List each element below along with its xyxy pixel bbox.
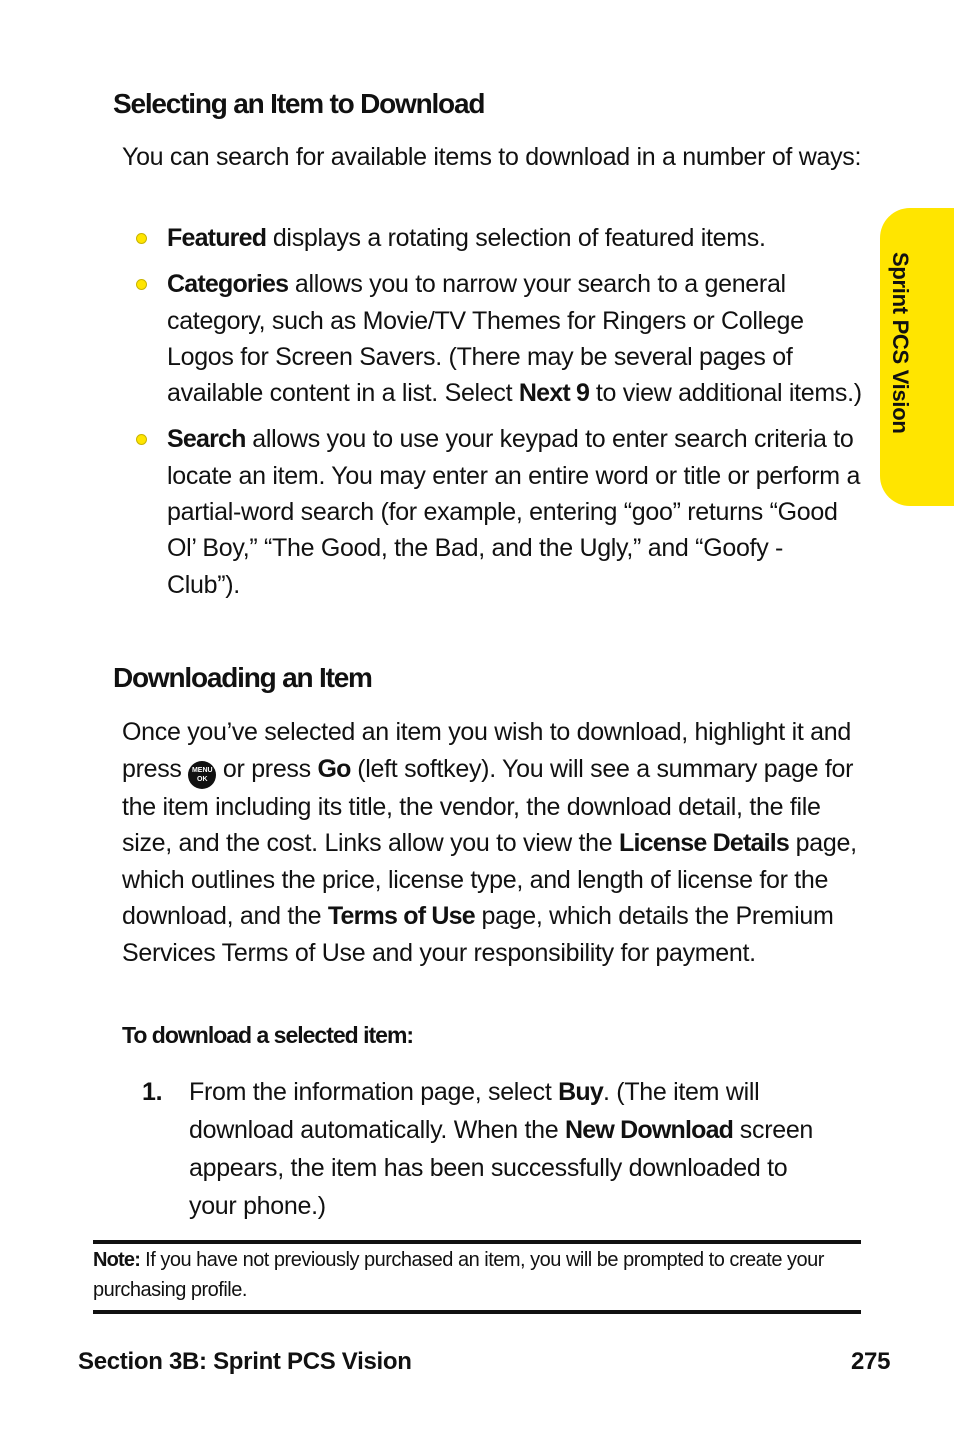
note-top-divider xyxy=(93,1240,861,1244)
term-license-details: License Details xyxy=(618,829,790,857)
heading-downloading-item: Downloading an Item xyxy=(113,662,372,693)
term-buy: Buy xyxy=(558,1078,603,1106)
step-text-2: . (The item will download automatically. When the xyxy=(189,1078,760,1144)
download-text-2: or press xyxy=(216,754,318,783)
download-text-5: page, which details the Premium Services Terms of Use and your responsibility for payment. xyxy=(122,902,834,967)
search-options-list xyxy=(122,220,862,613)
bullet-icon xyxy=(136,233,147,244)
side-tab-label: Sprint PCS Vision xyxy=(888,252,913,434)
step-text-1: From the information page, select xyxy=(189,1078,559,1106)
term-search: Search xyxy=(167,425,246,454)
bullet-icon xyxy=(136,279,147,290)
footer-section-title: Section 3B: Sprint PCS Vision xyxy=(78,1348,412,1375)
bullet-icon xyxy=(136,434,147,445)
page-number: 275 xyxy=(851,1348,891,1375)
heading-selecting-item: Selecting an Item to Download xyxy=(113,88,485,119)
note-bottom-divider xyxy=(93,1310,861,1314)
note-label: Note: xyxy=(93,1249,141,1271)
download-text-3: (left softkey). You will see a summary page for the item including its title, the vendor, the download detail, the file size, and the cost. Links allow you to view the xyxy=(122,754,854,857)
term-go: Go xyxy=(317,754,351,783)
intro-paragraph: You can search for available items to download in a number of ways: xyxy=(122,143,862,171)
term-next-9: Next 9 xyxy=(518,379,590,408)
subheading-to-download: To download a selected item: xyxy=(122,1022,414,1048)
note-box xyxy=(93,1245,861,1305)
list-item-categories xyxy=(122,266,862,411)
step-text xyxy=(189,1073,829,1225)
step-text-3: screen appears, the item has been successfully downloaded to your phone.) xyxy=(189,1116,814,1220)
download-paragraph xyxy=(122,714,862,971)
list-item-featured xyxy=(122,220,862,256)
menu-ok-key-icon: MENU OK xyxy=(188,761,216,789)
term-featured: Featured xyxy=(167,224,267,252)
term-new-download: New Download xyxy=(564,1116,734,1144)
categories-description: allows you to narrow your search to a general category, such as Movie/TV Themes for Ringers or College Logos for Screen Savers. (There may be several pages of available content in a list. Select xyxy=(167,270,804,408)
note-text: If you have not previously purchased an item, you will be prompted to create your purchasing profile. xyxy=(93,1249,824,1301)
download-text-4: page, which outlines the price, license type, and length of license for the download, and the xyxy=(122,829,857,930)
term-terms-of-use: Terms of Use xyxy=(327,902,475,930)
step-number: 1. xyxy=(142,1078,163,1106)
list-item-search xyxy=(122,421,862,602)
term-categories: Categories xyxy=(167,270,289,299)
download-text-1: Once you’ve selected an item you wish to download, highlight it and press xyxy=(122,718,851,783)
featured-description: displays a rotating selection of featured items. xyxy=(266,224,766,252)
search-description: allows you to use your keypad to enter search criteria to locate an item. You may enter an entire word or title or perform a partial-word search (for example, entering “goo” returns “Good Ol’ Boy,” “The Good, the Bad, and the Ugly,” and “Goofy - Club”). xyxy=(167,425,861,599)
categories-description-end: to view additional items.) xyxy=(589,379,862,408)
